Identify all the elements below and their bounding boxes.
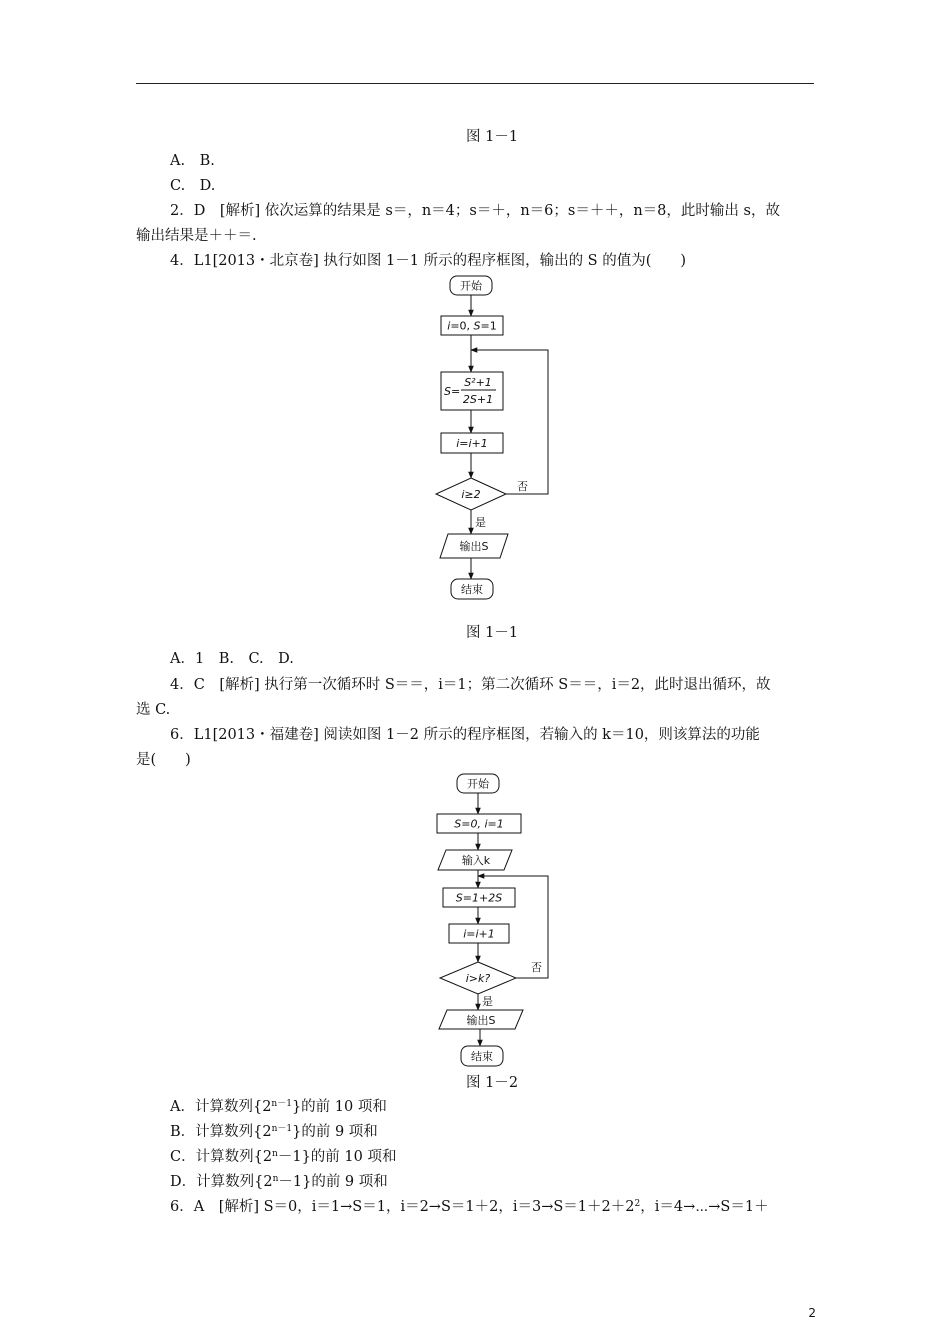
answer-4-line1: 4．C [解析] 执行第一次循环时 S＝＝，i＝1；第二次循环 S＝＝，i＝2，此时退出循环，故 [170, 677, 771, 693]
flowchart-1-1 [420, 268, 580, 608]
option-ab: A. B. [170, 153, 215, 169]
fc2-no-label: 否 [531, 961, 542, 974]
fc1-assign-node [441, 372, 503, 410]
fc1-yes-label: 是 [475, 516, 486, 529]
svg-text:输出S: 输出S [466, 1014, 496, 1027]
svg-text:结束: 结束 [471, 1050, 493, 1063]
svg-text:结束: 结束 [461, 583, 483, 596]
answer-6-line: 6．A [解析] S＝0，i＝1→S＝1，i＝2→S＝1＋2，$i=3\to S=1+2+2^2$，i＝4→⋯→S＝1＋ [170, 1199, 769, 1215]
fc1-incr-node [441, 433, 503, 453]
svg-text:i=i+1: i=i+1 [463, 927, 495, 941]
fc2-assign-node [443, 888, 515, 907]
header-rule [136, 83, 814, 84]
svg-text:i=i+1: i=i+1 [456, 437, 488, 450]
question-6-prompt-line2: 是( ) [136, 752, 191, 768]
figure-caption-1-2: 图 1－2 [466, 1075, 519, 1091]
fc2-start-node [457, 774, 499, 793]
figure-caption-1-1: 图 1－1 [466, 625, 519, 641]
fc2-end-node [461, 1046, 503, 1066]
question-4-options: A．1 B. C. D. [170, 651, 294, 667]
svg-text:S=1+2S: S=1+2S [455, 891, 503, 905]
question-4-prompt: 4．L1[2013・北京卷] 执行如图 1－1 所示的程序框图，输出的 S 的值为( ) [170, 253, 687, 269]
question-6-option-c: C．计算数列$\{2^n-1\}$的前 10 项和 [170, 1149, 397, 1165]
question-6-option-a: A．计算数列$\{2^{n-1}\}$的前 10 项和 [170, 1099, 387, 1115]
page-number: 2 [808, 1306, 816, 1320]
svg-text:i=0, S=1: i=0, S=1 [447, 319, 497, 333]
fc2-condition-node [440, 962, 516, 994]
fc1-end-node [451, 579, 493, 599]
figure-caption-top: 图 1－1 [466, 129, 519, 145]
svg-text:S=0, i=1: S=0, i=1 [454, 817, 504, 831]
svg-text:开始: 开始 [460, 279, 482, 293]
fc2-yes-label: 是 [482, 995, 493, 1008]
question-6-prompt-line1: 6．L1[2013・福建卷] 阅读如图 1－2 所示的程序框图，若输入的 k＝10，则该算法的功能 [170, 727, 760, 743]
fc2-output-node [439, 1010, 523, 1029]
fc1-no-label: 否 [517, 480, 528, 493]
fc1-init-node [441, 316, 503, 335]
fc1-output-node [440, 534, 508, 558]
answer-2-line2: 输出结果是＋＋＝. [136, 228, 257, 244]
flowchart-1-2 [420, 766, 580, 1072]
svg-text:2S+1: 2S+1 [462, 393, 494, 406]
fc2-init-node [437, 814, 521, 833]
svg-text:开始: 开始 [467, 777, 489, 791]
fc2-input-node [438, 850, 512, 870]
answer-2-line1: 2．D [解析] 依次运算的结果是 s＝，n＝4；s＝＋，n＝6；s＝＋＋，n＝8，此时输出 s，故 [170, 203, 780, 219]
option-cd: C. D. [170, 178, 216, 194]
answer-4-line2: 选 C. [136, 702, 171, 718]
fc2-incr-node [449, 924, 509, 943]
question-6-option-b: B．计算数列$\{2^{n-1}\}$的前 9 项和 [170, 1124, 378, 1140]
svg-text:输入k: 输入k [461, 854, 491, 867]
svg-text:i≥2: i≥2 [461, 488, 481, 501]
fc1-start-node [450, 276, 492, 295]
svg-text:S=: S= [444, 385, 461, 398]
question-6-option-d: D．计算数列$\{2^n-1\}$的前 9 项和 [170, 1174, 388, 1190]
svg-text:i>k?: i>k? [465, 972, 491, 985]
fc1-condition-node [436, 478, 506, 510]
svg-text:输出S: 输出S [459, 540, 489, 553]
svg-text:S²+1: S²+1 [464, 376, 492, 389]
